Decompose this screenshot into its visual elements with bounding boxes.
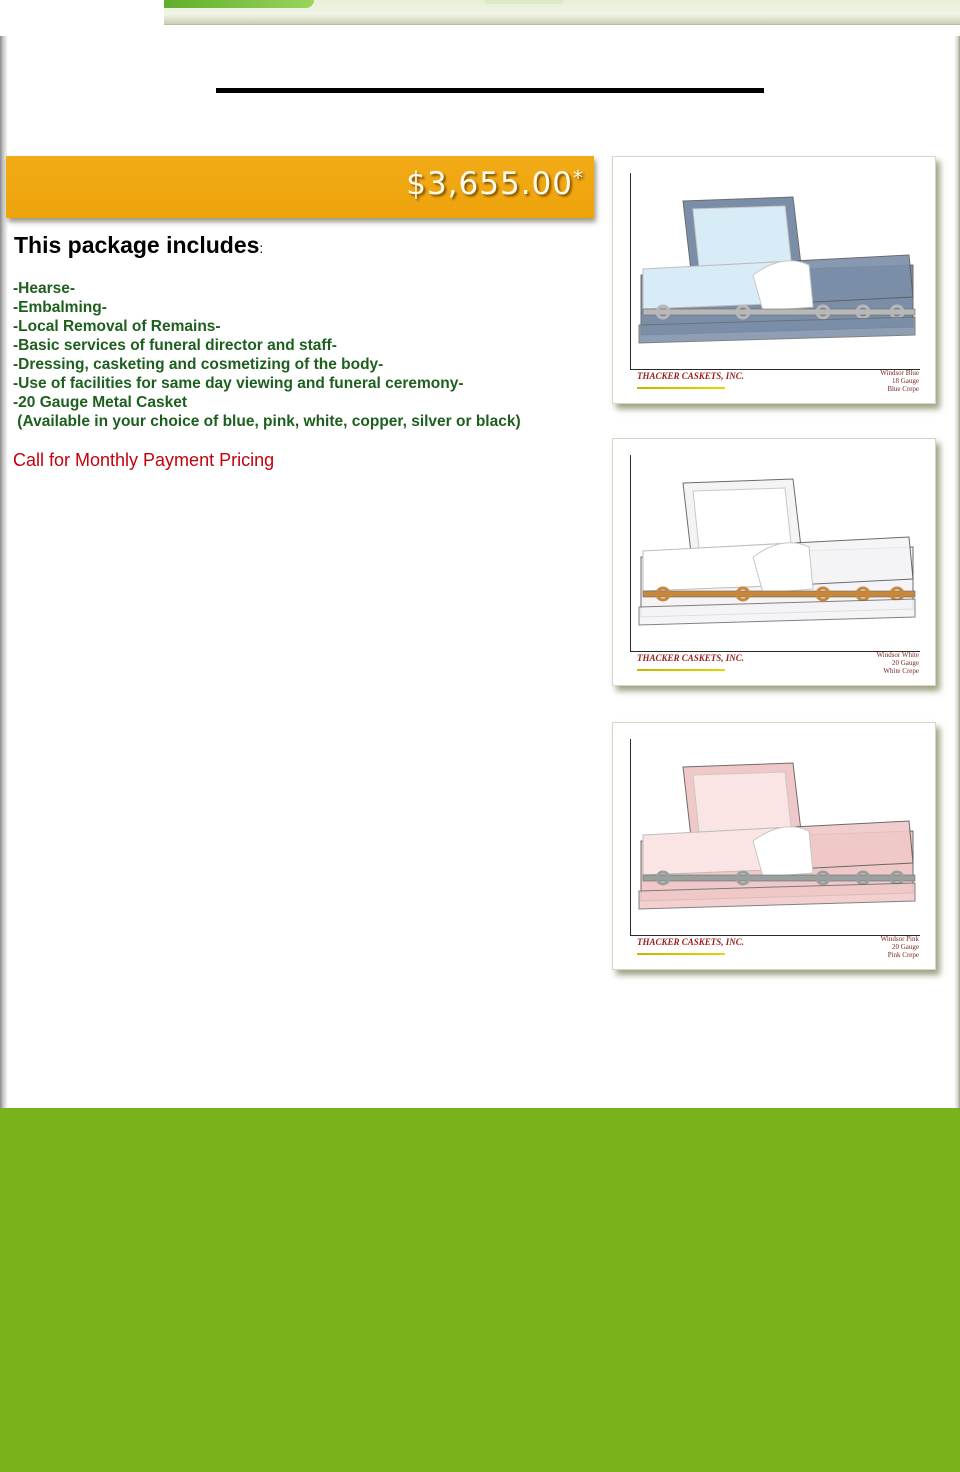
package-price: $3,655.00* [406,166,584,202]
list-item: -Basic services of funeral director and staff- [13,337,337,354]
casket-spec-label [880,369,919,393]
list-item: -Embalming- [13,299,107,316]
casket-spec-line: 20 Gauge [891,943,919,951]
casket-spec-line: Blue Crepe [887,385,919,393]
brand-underline [637,953,725,955]
casket-illustration [613,157,935,403]
header-leaf-faint [484,0,564,4]
list-item: -Hearse- [13,280,76,297]
brand-underline [637,669,725,671]
list-item: -20 Gauge Metal Casket [13,394,188,411]
casket-spec-label [876,651,919,675]
casket-spec-line: Pink Crepe [887,951,919,959]
heading-colon: : [259,240,264,256]
casket-brand-label: THACKER CASKETS, INC. [637,653,745,663]
casket-spec-line: Windsor Pink [880,935,919,943]
casket-illustration [613,439,935,685]
list-item: -Use of facilities for same day viewing and funeral ceremony- [13,375,464,392]
panel-right-shadow [954,36,960,1108]
casket-brand-label: THACKER CASKETS, INC. [637,937,745,947]
top-left-blank [0,0,164,36]
monthly-pricing-link[interactable]: Call for Monthly Payment Pricing [13,450,275,470]
casket-spec-label [881,935,919,959]
list-item: (Available in your choice of blue, pink, white, copper, silver or black) [13,413,521,430]
casket-brand-label: THACKER CASKETS, INC. [637,371,745,381]
casket-illustration [613,723,935,969]
footer-band [0,1108,960,1472]
casket-spec-line: White Crepe [883,667,919,675]
casket-spec-line: 18 Gauge [891,377,919,385]
list-item: -Local Removal of Remains- [13,318,221,335]
header-leaf-graphic [164,0,314,8]
casket-image-blue [612,156,936,404]
title-divider [216,88,764,93]
price-asterisk: * [573,166,584,190]
casket-image-pink [612,722,936,970]
package-items-list [13,279,521,431]
casket-image-white [612,438,936,686]
casket-spec-line: 20 Gauge [891,659,919,667]
brand-underline [637,387,725,389]
list-item: -Dressing, casketing and cosmetizing of the body- [13,356,384,373]
casket-spec-line: Windsor Blue [880,369,919,377]
header-banner [164,0,960,25]
casket-spec-line: Windsor White [876,651,919,659]
price-banner [6,156,594,218]
package-heading: This package includes: [14,232,264,258]
